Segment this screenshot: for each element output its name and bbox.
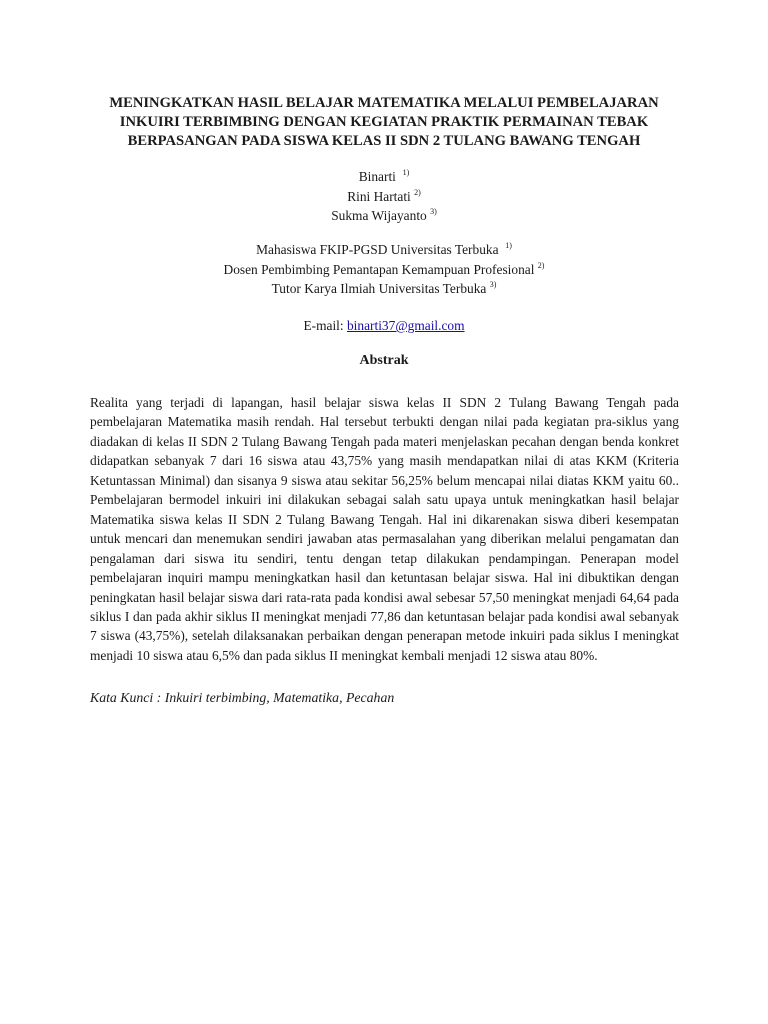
affiliation-mark: 3) <box>489 280 497 289</box>
affiliation-text: Dosen Pembimbing Pemantapan Kemampuan Profesional <box>223 261 535 277</box>
affiliation-text: Mahasiswa FKIP-PGSD Universitas Terbuka <box>256 242 499 257</box>
keywords: Kata Kunci : Inkuiri terbimbing, Matematika, Pecahan <box>90 690 395 705</box>
paper-title <box>60 94 708 151</box>
title-line: INKUIRI TERBIMBING DENGAN KEGIATAN PRAKTIK PERMAINAN TEBAK <box>119 114 649 130</box>
author-line <box>0 167 768 187</box>
title-line: BERPASANGAN PADA SISWA KELAS II SDN 2 TULANG BAWANG TENGAH <box>127 133 641 149</box>
author-line <box>0 206 768 226</box>
affiliation-mark: 1) <box>505 241 512 250</box>
affiliation-line <box>0 260 768 280</box>
abstract-body: Realita yang terjadi di lapangan, hasil belajar siswa kelas II SDN 2 Tulang Bawang Tengah pada pembelajaran Matematika masih rendah. Hal tersebut terbukti dengan nilai pada kegiatan pra-siklus yang diadakan di kelas II SDN 2 Tulang Bawang Tengah pada materi menjelaskan pecahan dengan benda konkret didapatkan sebanyak 7 dari 16 siswa atau 43,75% yang masih mendapatkan nilai di atas KKM (Kriteria Ketuntassan Minimal) dan sisanya 9 siswa atau sekitar 56,25% belum mencapai nilai diatas KKM yaitu 60.. Pembelajaran bermodel inkuiri ini dilakukan sebagai salah satu upaya untuk meningkatkan hasil belajar Matematika siswa kelas II SDN 2 Tulang Bawang Tengah. Hal ini dikarenakan siswa diberi kesempatan untuk mencari dan menemukan sendiri jawaban atas permasalahan yang diberikan melalui pengamatan dan pengalaman dari siswa itu sendiri, tentu dengan tetap dilakukan pendampingan. Penerapan model pembelajaran inquiri mampu meningkatkan hasil dan ketuntasan belajar siswa. Hal ini dibuktikan dengan peningkatan hasil belajar siswa dari rata-rata pada kondisi awal sebesar 57,50 meningkat menjadi 64,64 pada siklus I dan pada akhir siklus II meningkat menjadi 77,86 dan ketuntasan belajar pada kondisi awal sebanyak 7 siswa (43,75%), setelah dilaksanakan perbaikan dengan penerapan metode inkuiri pada siklus I meningkat menjadi 10 siswa atau 6,5% dan pada siklus II meningkat kembali menjadi 12 siswa atau 80%. <box>90 395 679 663</box>
author-mark: 1) <box>402 168 410 177</box>
author-list <box>0 167 768 226</box>
author-line <box>0 187 768 207</box>
author-name: Binarti <box>358 169 396 184</box>
affiliation-text: Tutor Karya Ilmiah Universitas Terbuka <box>271 281 487 296</box>
title-line: MENINGKATKAN HASIL BELAJAR MATEMATIKA MELALUI PEMBELAJARAN <box>109 95 659 111</box>
affiliation-line <box>0 240 768 260</box>
affiliation-mark: 2) <box>537 260 545 270</box>
author-name: Sukma Wijayanto <box>331 208 427 223</box>
affiliation-line <box>0 279 768 299</box>
affiliation-list <box>0 240 768 299</box>
author-mark: 2) <box>414 187 421 197</box>
email-label: E-mail: <box>303 318 347 333</box>
email-line <box>0 316 768 335</box>
abstract-heading: Abstrak <box>359 353 409 368</box>
email-link[interactable]: binarti37@gmail.com <box>346 318 465 333</box>
author-mark: 3) <box>430 207 437 216</box>
author-name: Rini Hartati <box>347 188 411 204</box>
